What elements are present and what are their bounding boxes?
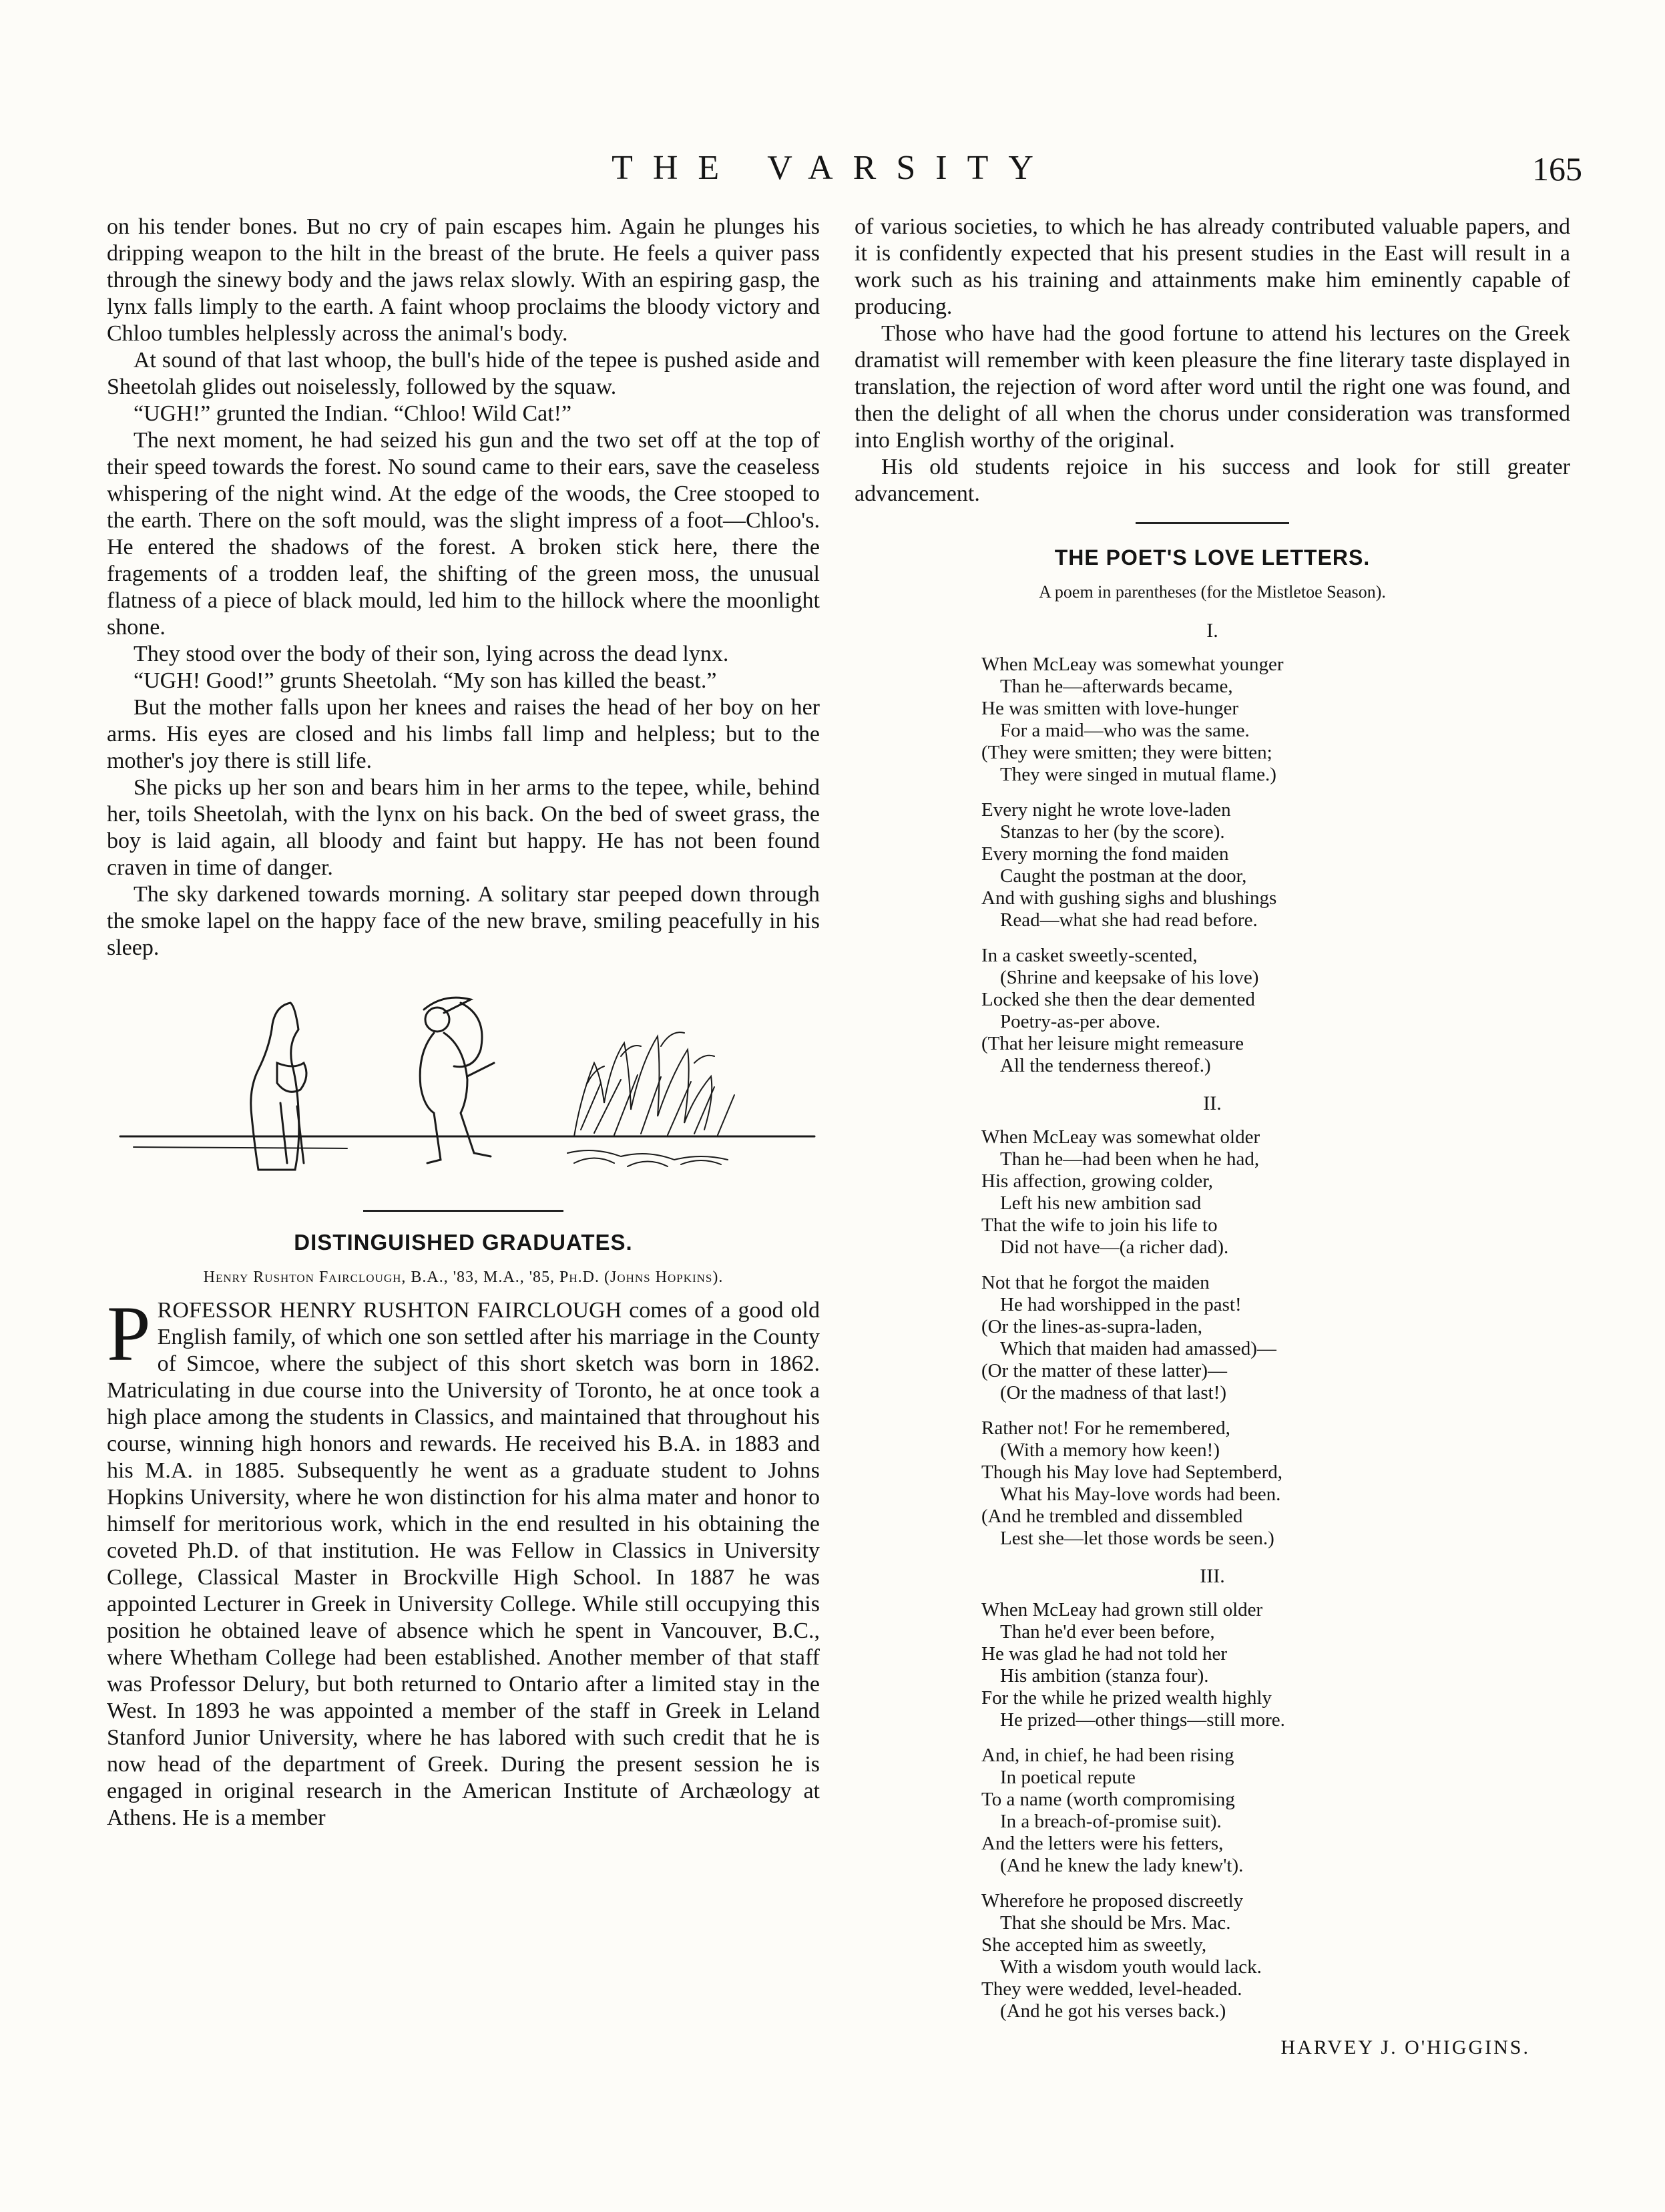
poem-line: (And he trembled and dissembled <box>981 1506 1243 1527</box>
poem-line: (Shrine and keepsake of his love) <box>1000 967 1259 988</box>
story-illustration <box>107 983 820 1183</box>
poem-line: She accepted him as sweetly, <box>981 1934 1207 1956</box>
story-paragraph: But the mother falls upon her knees and raises the head of her boy on her arms. His eyes are closed and his limbs fall limp and helpless; but to the mother's joy there is still life. <box>107 695 820 773</box>
poem-stanza <box>981 1417 1570 1550</box>
page-header <box>0 148 1665 195</box>
poem-line: And with gushing sighs and blushings <box>981 887 1277 909</box>
graduates-continued: of various societies, to which he has already contributed valuable papers, and it is confidently expected that his present studies in the East will result in a work such as his training and attainments make him eminently capable of producing. <box>855 214 1570 319</box>
poem-part-numeral: III. <box>1200 1565 1225 1587</box>
story-paragraph: The sky darkened towards morning. A solitary star peeped down through the smoke lapel on the happy face of the new brave, smiling peacefully in his sleep. <box>107 882 820 960</box>
child-bundle <box>277 1063 306 1092</box>
poem-line: Every night he wrote love-laden <box>981 799 1231 821</box>
poem-line: With a wisdom youth would lack. <box>1000 1956 1262 1978</box>
graduates-paragraph <box>107 1290 820 1831</box>
poem-line: (Or the madness of that last!) <box>1000 1382 1227 1403</box>
poem-title: THE POET'S LOVE LETTERS. <box>1054 545 1371 570</box>
poem-line: In poetical repute <box>1000 1767 1136 1788</box>
poem-line: He had worshipped in the past! <box>1000 1294 1242 1315</box>
page-number: 165 <box>1532 150 1582 188</box>
poem-line: Lest she—let those words be seen.) <box>1000 1528 1274 1549</box>
story-paragraph: They stood over the body of their son, lying across the dead lynx. <box>134 642 729 666</box>
father-body <box>420 1033 441 1163</box>
poem-line: All the tenderness thereof.) <box>1000 1055 1211 1076</box>
poem-stanza <box>981 799 1570 931</box>
poem-line: (That her leisure might remeasure <box>981 1033 1244 1054</box>
poem-line: When McLeay was somewhat older <box>981 1126 1260 1148</box>
lynx-on-back <box>454 1003 482 1067</box>
poem-body <box>855 618 1570 2022</box>
poem-line: And the letters were his fetters, <box>981 1833 1224 1854</box>
poem-subtitle: A poem in parentheses (for the Mistletoe Season). <box>1039 582 1386 602</box>
poem-line: Not that he forgot the maiden <box>981 1272 1210 1293</box>
poem-line: Though his May love had Septemberd, <box>981 1462 1283 1483</box>
section-rule <box>363 1210 563 1212</box>
poem-stanza <box>981 1126 1570 1259</box>
poem-line: (Or the matter of these latter)— <box>981 1360 1227 1381</box>
poem-line: Stanzas to her (by the score). <box>1000 821 1225 843</box>
poem-line: (And he got his verses back.) <box>1000 2000 1226 2022</box>
right-column <box>855 214 1570 2061</box>
story-paragraph: At sound of that last whoop, the bull's hide of the tepee is pushed aside and Sheetolah glides out noiselessly, followed by the squaw. <box>107 348 820 399</box>
mother-figure <box>251 1003 299 1170</box>
poem-line: Than he—afterwards became, <box>1000 676 1233 697</box>
poem-line: Locked she then the dear demented <box>981 989 1255 1010</box>
poem-stanza <box>981 1745 1570 1877</box>
drop-cap: P <box>107 1290 151 1377</box>
poem-line: He prized—other things—still more. <box>1000 1709 1285 1731</box>
poem-line: For the while he prized wealth highly <box>981 1687 1272 1709</box>
poem-line: He was glad he had not told her <box>981 1643 1228 1665</box>
story-paragraph: The next moment, he had seized his gun and the two set off at the top of their speed towards the forest. No sound came to their ears, save the ceaseless whispering of the night wind. At the edge of the woods, the Cree stooped to the earth. There on the soft mould, was the slight impress of a foot—Chloo's. He entered the shadows of the forest. A broken stick here, there the fragements of a trodden leaf, the shifting of the green moss, the unusual flatness of a piece of black mould, led him to the hillock where the moonlight shone. <box>107 428 820 640</box>
graduates-continued: Those who have had the good fortune to attend his lectures on the Greek dramatist will remember with keen pleasure the fine literary taste displayed in translation, the rejection of word after word until the right one was found, and then the delight of all when the chorus under consideration was transformed into English worthy of the original. <box>855 321 1570 453</box>
poem-line: When McLeay was somewhat younger <box>981 654 1284 675</box>
poem-line: In a breach-of-promise suit). <box>1000 1811 1222 1832</box>
poem-line: What his May-love words had been. <box>1000 1484 1281 1505</box>
poem-stanza <box>981 1599 1570 1731</box>
author-signature: HARVEY J. O'HIGGINS. <box>1280 2036 1530 2058</box>
story-paragraph: on his tender bones. But no cry of pain escapes him. Again he plunges his dripping weapon to the hilt in the breast of the brute. He feels a quiver pass through the sinewy body and the jaws relax slowly. With an espiring gasp, the lynx falls limply to the earth. A faint whoop proclaims the bloody victory and Chloo tumbles helplessly across the animal's body. <box>107 214 820 346</box>
poem-line: (And he knew the lady knew't). <box>1000 1855 1244 1876</box>
poem-line: Read—what she had read before. <box>1000 909 1258 931</box>
poem-part-numeral: I. <box>1206 620 1218 642</box>
poem-line: Than he—had been when he had, <box>1000 1148 1260 1170</box>
poem-line: To a name (worth compromising <box>981 1789 1235 1810</box>
poem-line: (Or the lines-as-supra-laden, <box>981 1316 1202 1337</box>
poem-line: He was smitten with love-hunger <box>981 698 1238 719</box>
poem-stanza <box>981 1272 1570 1404</box>
poem-stanza <box>981 654 1570 786</box>
poem-line: Rather not! For he remembered, <box>981 1417 1230 1439</box>
poem-line: (With a memory how keen!) <box>1000 1440 1220 1461</box>
poem-line: And, in chief, he had been rising <box>981 1745 1234 1766</box>
poem-line: (They were smitten; they were bitten; <box>981 742 1272 763</box>
graduates-subline: Henry Rushton Fairclough, B.A., '83, M.A., '85, Ph.D. (Johns Hopkins). <box>203 1269 724 1286</box>
section-rule <box>1136 522 1289 524</box>
story-paragraph: “UGH! Good!” grunts Sheetolah. “My son has killed the beast.” <box>134 668 717 693</box>
poem-line: In a casket sweetly-scented, <box>981 945 1198 966</box>
poem-stanza <box>981 945 1570 1077</box>
poem-line: That she should be Mrs. Mac. <box>1000 1912 1231 1934</box>
poem-line: When McLeay had grown still older <box>981 1599 1263 1620</box>
poem-stanza <box>981 1890 1570 2022</box>
poem-line: Poetry-as-per above. <box>1000 1011 1160 1032</box>
poem-line: Than he'd ever been before, <box>1000 1621 1215 1642</box>
graduates-title: DISTINGUISHED GRADUATES. <box>294 1230 633 1255</box>
poem-line: His ambition (stanza four). <box>1000 1665 1209 1687</box>
poem-line: Wherefore he proposed discreetly <box>981 1890 1244 1912</box>
poem-line: They were singed in mutual flame.) <box>1000 764 1276 785</box>
poem-line: Did not have—(a richer dad). <box>1000 1237 1229 1258</box>
graduates-text: ROFESSOR HENRY RUSHTON FAIRCLOUGH comes of a good old English family, of which one son settled after his marriage in the County of Simcoe, where the subject of this short sketch was born in 1862. Matriculating in due course into the University of Toronto, he at once took a high place among the students in Classics, and maintained that throughout his course, winning high honors and rewards. He received his B.A. in 1883 and his M.A. in 1885. Subsequently he went as a graduate student to Johns Hopkins University, where he won distinction for his alma mater and honor to himself for meritorious work, which in the end resulted in his obtaining the coveted Ph.D. of that institution. He was Fellow in Classics in University College, Classical Master in Brockville High School. In 1887 he was appointed Lecturer in Greek in University College. While still occupying this position he obtained leave of absence which he spent in Vancouver, B.C., where Whetham College had been established. Another member of that staff was Professor Delury, but both returned to Ontario after a limited stay in the West. In 1893 he was appointed a member of the staff in Greek in Leland Stanford Junior University, where he has labored with such credit that he is now head of the department of Greek. During the present session he is engaged in original research in the American Institute of Archæology at Athens. He is a member <box>107 1298 820 1830</box>
story-paragraph: She picks up her son and bears him in her arms to the tepee, while, behind her, toils Sheetolah, with the lynx on his back. On the bed of sweet grass, the boy is laid again, all bloody and faint but happy. He has not been found craven in time of danger. <box>107 775 820 880</box>
journal-title: THE VARSITY <box>612 149 1053 187</box>
poem-line: Which that maiden had amassed)— <box>1000 1338 1276 1359</box>
poem-part-numeral: II. <box>1203 1092 1222 1114</box>
graduates-continued: His old students rejoice in his success and look for still greater advancement. <box>855 455 1570 506</box>
poem-line: They were wedded, level-headed. <box>981 1978 1242 2000</box>
story-paragraph: “UGH!” grunted the Indian. “Chloo! Wild Cat!” <box>134 401 572 426</box>
left-column <box>107 214 820 1831</box>
poem-line: For a maid—who was the same. <box>1000 720 1250 741</box>
poem-line: Caught the postman at the door, <box>1000 865 1247 887</box>
poem-line: Left his new ambition sad <box>1000 1192 1202 1214</box>
poem-line: His affection, growing colder, <box>981 1170 1214 1192</box>
bushes <box>567 1032 734 1166</box>
poem-line: That the wife to join his life to <box>981 1214 1218 1236</box>
poem-line: Every morning the fond maiden <box>981 843 1229 865</box>
